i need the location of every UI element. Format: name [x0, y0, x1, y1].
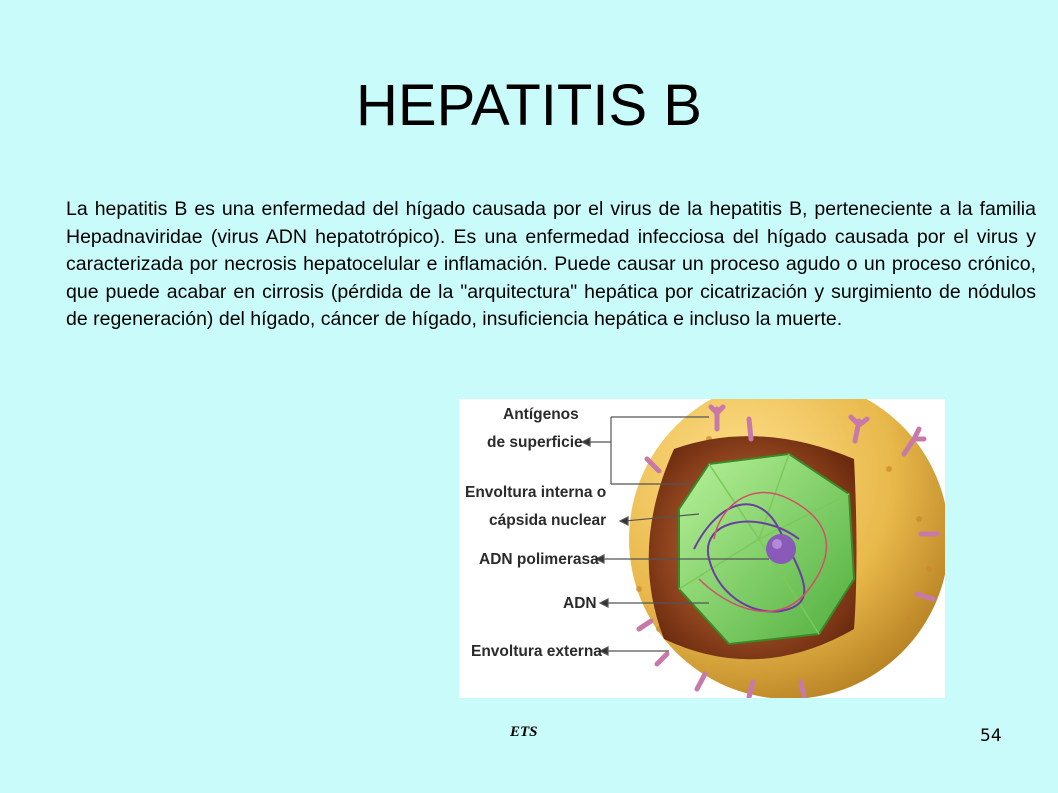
- label-capsida-nuclear: cápsida nuclear: [489, 512, 607, 529]
- dna-polymerase-shape: [766, 534, 796, 564]
- label-antigenos: Antígenos: [503, 406, 579, 423]
- label-adn: ADN: [563, 595, 597, 612]
- slide-title: HEPATITIS B: [356, 73, 702, 138]
- label-envoltura-externa: Envoltura externa: [471, 643, 602, 660]
- page-number: 54: [980, 726, 1002, 746]
- footer-label: ETS: [510, 724, 538, 740]
- slide-body-text: La hepatitis B es una enfermedad del hígado causada por el virus de la hepatitis B, perteneciente a la familia Hepadnaviridae (virus ADN hepatotrópico). Es una enfermedad infecciosa del hígado causada por el virus y caracterizada por necrosis hepatocelular e inflamación. Puede causar un proceso agudo o un proceso crónico, que puede acabar en cirrosis (pérdida de la "arquitectura" hepática por cicatrización y surgimiento de nódulos de regeneración) del hígado, cáncer de hígado, insuficiencia hepática e incluso la muerte.: [66, 198, 1036, 330]
- label-adn-polimerasa: ADN polimerasa: [479, 551, 599, 568]
- virus-illustration: [459, 399, 945, 698]
- label-de-superficie: de superficie: [487, 434, 583, 451]
- label-envoltura-interna: Envoltura interna o: [465, 484, 607, 501]
- hepatitis-b-virus-diagram: [459, 399, 945, 698]
